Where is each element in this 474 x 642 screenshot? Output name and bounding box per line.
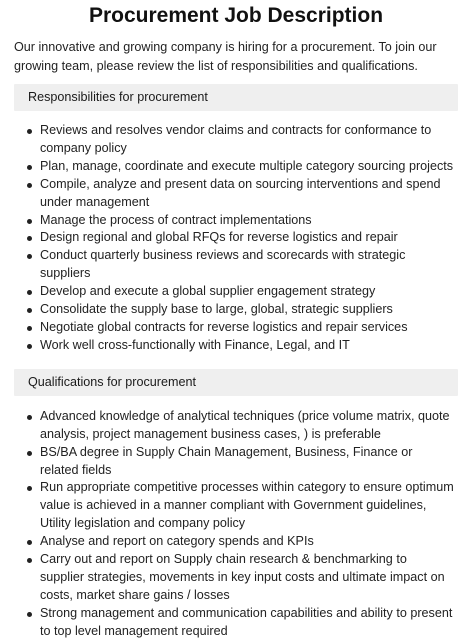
list-item — [14, 247, 458, 283]
bullet-icon — [27, 612, 32, 617]
list-item-text: Develop and execute a global supplier engagement strategy — [40, 284, 376, 299]
list-item-text: Manage the process of contract implementations — [40, 212, 312, 227]
bullet-icon — [27, 451, 32, 456]
list-item-text: Negotiate global contracts for reverse logistics and repair services — [40, 319, 408, 334]
list-item-text: Analyse and report on category spends and KPIs — [40, 534, 314, 549]
list-item — [14, 283, 458, 301]
list-item-text: Plan, manage, coordinate and execute multiple category sourcing projects — [40, 158, 454, 173]
qualifications-list — [14, 408, 458, 641]
list-item — [14, 533, 458, 551]
list-item — [14, 444, 458, 480]
list-item — [14, 408, 458, 444]
list-item — [14, 229, 458, 247]
qualifications-header — [14, 369, 458, 396]
bullet-icon — [27, 558, 32, 563]
list-item — [14, 605, 458, 641]
bullet-icon — [27, 165, 32, 170]
list-item-text: Carry out and report on Supply chain research & benchmarking to supplier strategies, movements in key input costs and ultimate impact on costs, market share gains / losses — [40, 552, 445, 602]
bullet-icon — [27, 129, 32, 134]
bullet-icon — [27, 308, 32, 313]
bullet-icon — [27, 219, 32, 224]
list-item-text: Run appropriate competitive processes within category to ensure optimum value is achieved in a manner compliant with Government guidelines, Utility legislation and company policy — [40, 480, 454, 531]
qualifications-heading: Qualifications for procurement — [28, 374, 196, 389]
bullet-icon — [27, 540, 32, 545]
bullet-icon — [27, 326, 32, 331]
list-item-text: BS/BA degree in Supply Chain Management, Business, Finance or related fields — [40, 444, 413, 477]
list-item — [14, 319, 458, 337]
list-item — [14, 176, 458, 212]
list-item-text: Reviews and resolves vendor claims and contracts for conformance to company policy — [40, 123, 432, 155]
bullet-icon — [27, 415, 32, 420]
list-item — [14, 158, 458, 176]
list-item — [14, 212, 458, 230]
page-title: Procurement Job Description — [88, 4, 384, 27]
list-item — [14, 122, 458, 158]
bullet-icon — [27, 254, 32, 259]
list-item-text: Conduct quarterly business reviews and scorecards with strategic suppliers — [40, 248, 406, 281]
responsibilities-list — [14, 122, 458, 355]
list-item — [14, 551, 458, 605]
responsibilities-heading: Responsibilities for procurement — [28, 90, 208, 104]
list-item — [14, 337, 458, 355]
list-item-text: Design regional and global RFQs for reverse logistics and repair — [40, 230, 398, 245]
bullet-icon — [27, 183, 32, 188]
bullet-icon — [27, 486, 32, 491]
list-item-text: Strong management and communication capabilities and ability to present to top level management required — [40, 605, 453, 638]
bullet-icon — [27, 344, 32, 349]
list-item-text: Compile, analyze and present data on sourcing interventions and spend under management — [40, 176, 441, 209]
list-item — [14, 301, 458, 319]
bullet-icon — [27, 290, 32, 295]
list-item-text: Work well cross-functionally with Finance, Legal, and IT — [40, 337, 350, 352]
list-item-text: Consolidate the supply base to large, global, strategic suppliers — [40, 302, 393, 317]
list-item — [14, 479, 458, 533]
bullet-icon — [27, 236, 32, 241]
responsibilities-header — [14, 84, 458, 111]
intro-paragraph: Our innovative and growing company is hiring for a procurement. To join our growing team, please review the list of responsibilities and qualifications. — [14, 40, 437, 73]
list-item-text: Advanced knowledge of analytical techniques (price volume matrix, quote analysis, project management business cases, ) is preferable — [40, 408, 450, 441]
